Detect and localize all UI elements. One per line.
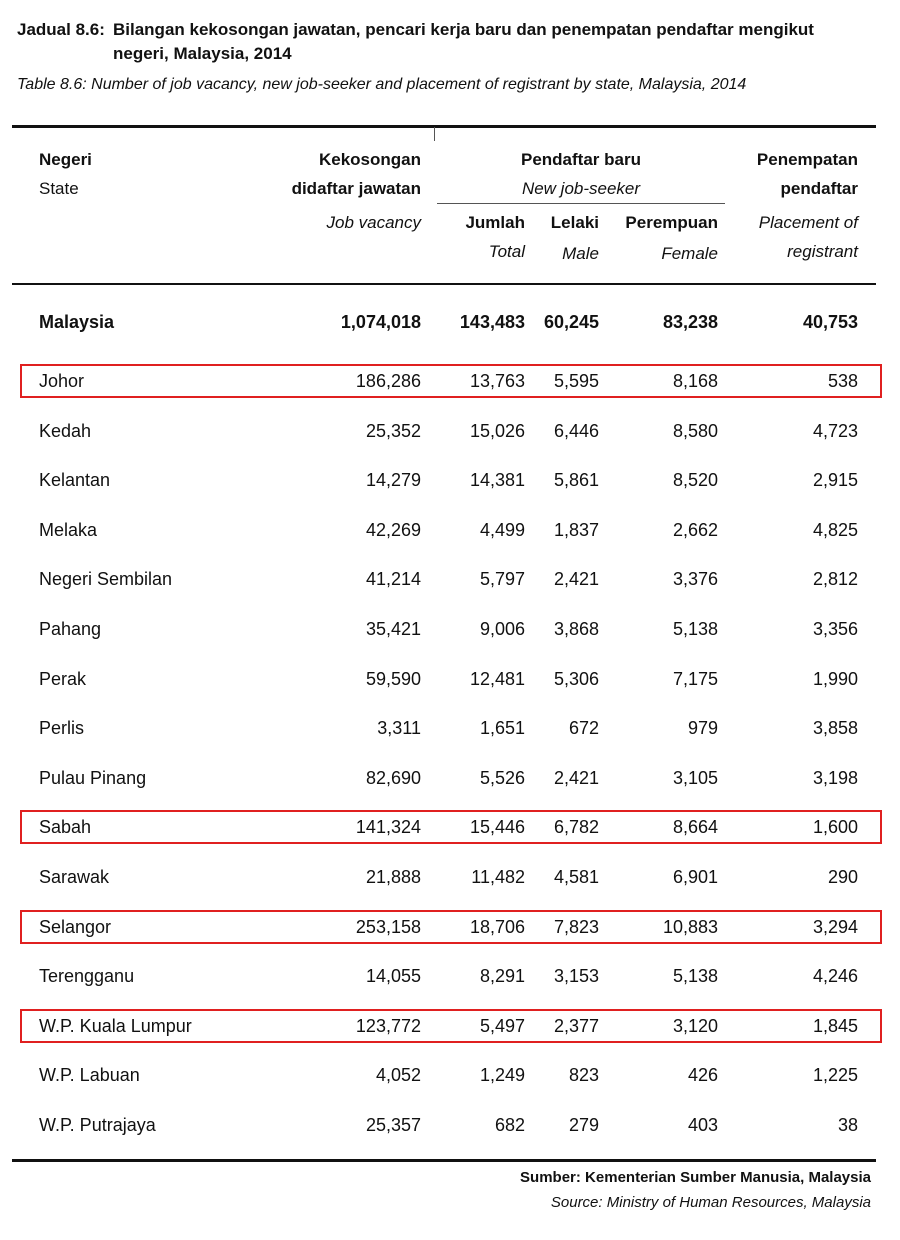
header-total-malay: Jumlah — [465, 213, 525, 232]
cell-total: 14,381 — [469, 470, 525, 490]
table-row — [0, 416, 900, 446]
table-row — [0, 564, 900, 594]
table-row — [0, 912, 900, 942]
cell-male: 3,153 — [553, 966, 599, 986]
cell-vacancy: 141,324 — [355, 817, 421, 837]
header-male-english: Male — [562, 244, 599, 263]
cell-state: W.P. Kuala Lumpur — [39, 1016, 192, 1036]
cell-state: W.P. Labuan — [39, 1065, 140, 1085]
cell-male: 5,306 — [553, 669, 599, 689]
cell-total: 13,763 — [469, 371, 525, 391]
table-bottom-rule — [12, 1159, 876, 1162]
cell-female: 3,376 — [672, 569, 718, 589]
cell-female: 8,664 — [672, 817, 718, 837]
cell-total: 1,249 — [479, 1065, 525, 1085]
cell-male: 7,823 — [553, 917, 599, 937]
cell-male: 823 — [568, 1065, 599, 1085]
cell-male: 1,837 — [553, 520, 599, 540]
cell-vacancy: 35,421 — [365, 619, 421, 639]
cell-total: 9,006 — [479, 619, 525, 639]
cell-placement: 538 — [827, 371, 858, 391]
cell-vacancy: 21,888 — [365, 867, 421, 887]
cell-total: 143,483 — [459, 312, 525, 332]
table-row — [0, 961, 900, 991]
cell-female: 2,662 — [672, 520, 718, 540]
header-vacancy-malay-1: Kekosongan — [318, 150, 421, 169]
cell-male: 5,861 — [553, 470, 599, 490]
cell-male: 2,421 — [553, 768, 599, 788]
header-placement-malay-2: pendaftar — [780, 179, 858, 198]
cell-vacancy: 3,311 — [377, 718, 421, 738]
cell-female: 10,883 — [662, 917, 718, 937]
header-male-malay: Lelaki — [550, 213, 599, 232]
cell-state: Sarawak — [39, 867, 110, 887]
cell-state: Kelantan — [39, 470, 111, 490]
table-row — [0, 515, 900, 545]
table-number-malay: Jadual 8.6: — [17, 20, 105, 39]
cell-total: 8,291 — [479, 966, 525, 986]
cell-vacancy: 59,590 — [365, 669, 421, 689]
cell-male: 2,377 — [553, 1016, 599, 1036]
cell-placement: 1,600 — [812, 817, 858, 837]
cell-male: 279 — [568, 1115, 599, 1135]
cell-state: Pahang — [39, 619, 102, 639]
header-female-english: Female — [661, 244, 718, 263]
cell-vacancy: 14,055 — [365, 966, 421, 986]
cell-female: 3,120 — [672, 1016, 718, 1036]
source-english: Source: Ministry of Human Resources, Malaysia — [550, 1194, 871, 1211]
cell-vacancy: 25,357 — [365, 1115, 421, 1135]
cell-female: 426 — [687, 1065, 718, 1085]
cell-placement: 1,990 — [812, 669, 858, 689]
cell-female: 979 — [687, 718, 718, 738]
table-row — [0, 862, 900, 892]
cell-total: 18,706 — [469, 917, 525, 937]
cell-state: Pulau Pinang — [39, 768, 147, 788]
cell-total: 12,481 — [469, 669, 525, 689]
cell-vacancy: 123,772 — [355, 1016, 421, 1036]
cell-total: 15,026 — [469, 421, 525, 441]
cell-placement: 4,723 — [812, 421, 858, 441]
cell-vacancy: 82,690 — [365, 768, 421, 788]
header-state-malay: Negeri — [39, 150, 92, 169]
cell-female: 6,901 — [672, 867, 718, 887]
header-newseeker-english: New job-seeker — [521, 179, 641, 198]
cell-female: 8,168 — [672, 371, 718, 391]
cell-state: Perak — [39, 669, 87, 689]
cell-total: 1,651 — [479, 718, 525, 738]
cell-male: 5,595 — [553, 371, 599, 391]
table-top-rule — [12, 125, 876, 128]
cell-vacancy: 253,158 — [355, 917, 421, 937]
header-bottom-rule — [12, 283, 876, 285]
header-vacancy-english: Job vacancy — [326, 213, 421, 232]
header-newseeker-malay: Pendaftar baru — [521, 150, 641, 169]
cell-state: Malaysia — [39, 312, 115, 332]
cell-total: 5,526 — [479, 768, 525, 788]
table-row — [0, 713, 900, 743]
header-total-english: Total — [488, 242, 525, 261]
cell-placement: 3,294 — [812, 917, 858, 937]
table-row — [0, 366, 900, 396]
cell-female: 403 — [687, 1115, 718, 1135]
cell-placement: 2,915 — [812, 470, 858, 490]
cell-female: 5,138 — [672, 619, 718, 639]
cell-vacancy: 1,074,018 — [340, 312, 421, 332]
cell-vacancy: 4,052 — [375, 1065, 421, 1085]
cell-vacancy: 25,352 — [365, 421, 421, 441]
table-row-total — [0, 307, 900, 337]
cell-placement: 4,246 — [812, 966, 858, 986]
table-title-english: Table 8.6: Number of job vacancy, new job-seeker and placement of registrant by state, Malaysia, 2014 — [17, 76, 747, 93]
cell-total: 5,797 — [479, 569, 525, 589]
table-title-malay — [17, 18, 814, 66]
cell-vacancy: 41,214 — [365, 569, 421, 589]
header-group-underline — [437, 203, 725, 204]
cell-total: 15,446 — [469, 817, 525, 837]
cell-total: 682 — [494, 1115, 525, 1135]
cell-male: 2,421 — [553, 569, 599, 589]
cell-female: 7,175 — [672, 669, 718, 689]
source-malay: Sumber: Kementerian Sumber Manusia, Malaysia — [520, 1169, 871, 1186]
cell-placement: 1,225 — [812, 1065, 858, 1085]
header-female-malay: Perempuan — [625, 213, 718, 232]
table-row — [0, 812, 900, 842]
header-vacancy-malay-2: didaftar jawatan — [291, 179, 421, 198]
cell-state: Terengganu — [39, 966, 135, 986]
cell-placement: 38 — [837, 1115, 858, 1135]
cell-female: 8,580 — [672, 421, 718, 441]
cell-state: W.P. Putrajaya — [39, 1115, 156, 1135]
cell-state: Kedah — [39, 421, 92, 441]
header-placement-malay-1: Penempatan — [756, 150, 858, 169]
cell-male: 6,446 — [553, 421, 599, 441]
cell-placement: 2,812 — [812, 569, 858, 589]
table-row — [0, 1110, 900, 1140]
cell-placement: 3,356 — [812, 619, 858, 639]
cell-state: Perlis — [39, 718, 85, 738]
cell-state: Sabah — [39, 817, 92, 837]
table-row — [0, 1011, 900, 1041]
cell-state: Negeri Sembilan — [39, 569, 173, 589]
table-row — [0, 1060, 900, 1090]
cell-female: 8,520 — [672, 470, 718, 490]
cell-male: 60,245 — [543, 312, 599, 332]
cell-male: 4,581 — [553, 867, 599, 887]
cell-placement: 3,858 — [812, 718, 858, 738]
cell-female: 83,238 — [662, 312, 718, 332]
table-row — [0, 465, 900, 495]
cell-placement: 40,753 — [802, 312, 858, 332]
cell-placement: 3,198 — [812, 768, 858, 788]
table-row — [0, 664, 900, 694]
cell-female: 5,138 — [672, 966, 718, 986]
cell-placement: 290 — [827, 867, 858, 887]
cell-placement: 4,825 — [812, 520, 858, 540]
cell-total: 5,497 — [479, 1016, 525, 1036]
cell-male: 3,868 — [553, 619, 599, 639]
cell-male: 6,782 — [553, 817, 599, 837]
header-placement-english-2: registrant — [787, 242, 858, 261]
cell-placement: 1,845 — [812, 1016, 858, 1036]
title-malay-line2: negeri, Malaysia, 2014 — [113, 44, 292, 63]
cell-state: Melaka — [39, 520, 98, 540]
cell-total: 4,499 — [479, 520, 525, 540]
header-placement-english-1: Placement of — [758, 213, 858, 232]
table-row — [0, 614, 900, 644]
title-malay-line1: Bilangan kekosongan jawatan, pencari kerja baru dan penempatan pendaftar mengikut — [113, 20, 814, 39]
cell-total: 11,482 — [471, 867, 525, 887]
header-divider — [434, 127, 435, 141]
cell-female: 3,105 — [672, 768, 718, 788]
table-row — [0, 763, 900, 793]
cell-vacancy: 14,279 — [365, 470, 421, 490]
cell-vacancy: 42,269 — [365, 520, 421, 540]
cell-state: Selangor — [39, 917, 112, 937]
cell-male: 672 — [568, 718, 599, 738]
header-state-english: State — [39, 179, 79, 198]
cell-vacancy: 186,286 — [355, 371, 421, 391]
cell-state: Johor — [39, 371, 85, 391]
